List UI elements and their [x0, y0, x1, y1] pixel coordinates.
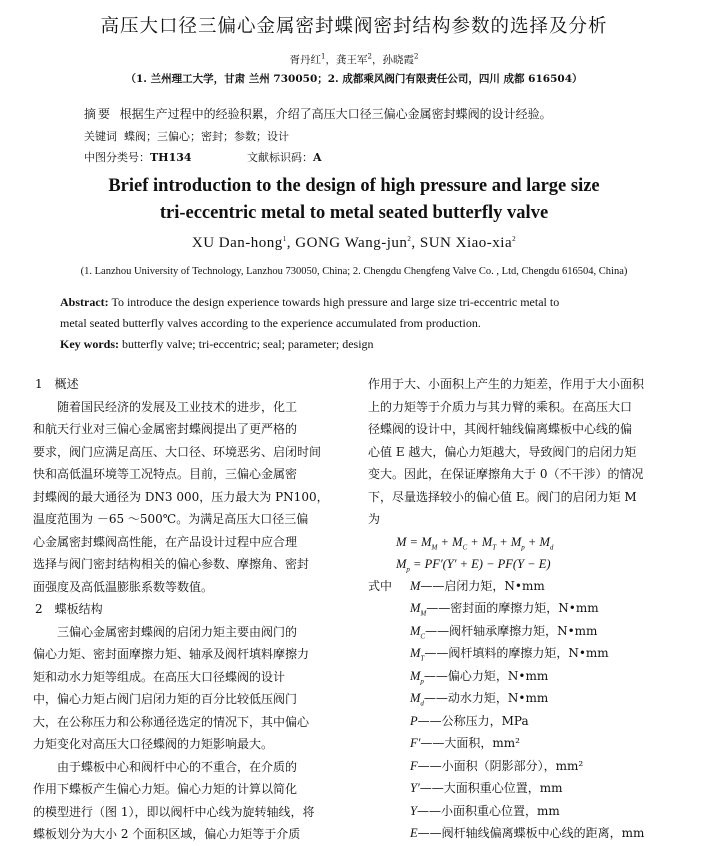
symbol-definition-row	[368, 575, 680, 598]
symbol-description: ——动水力矩，N•mm	[423, 691, 549, 705]
symbol-definition-row	[368, 710, 680, 733]
docid-value: A	[313, 151, 322, 164]
symbol-definition-row	[368, 800, 680, 823]
body-line: 温度范围为 －65 ～500℃。为满足高压大口径三偏	[33, 512, 309, 526]
symbol-definitions	[368, 575, 680, 845]
where-label: 式中	[368, 578, 393, 593]
english-title-line-2: tri-eccentric metal to metal seated butterfly valve	[159, 203, 549, 223]
symbol-definition-row	[368, 642, 680, 665]
symbol: $M_M$	[410, 601, 427, 618]
english-title-line-1: Brief introduction to the design of high pressure and large size	[108, 176, 600, 196]
chinese-affiliation: （1. 兰州理工大学，甘肃 兰州 730050；2. 成都乘风阀门有限责任公司，四川 成都 616504）	[125, 73, 583, 85]
section-1-heading: 1 概述	[35, 377, 79, 391]
en-keywords-text: butterfly valve; tri-eccentric; seal; parameter; design	[122, 337, 374, 351]
symbol-description: ——公称压力，MPa	[417, 713, 529, 728]
equation-1: $M = M_M + M_C + M_T + M_p + M_d$	[396, 534, 554, 551]
body-line: 作用下蝶板产生偏心力矩。偏心力矩的计算以简化	[33, 782, 298, 796]
symbol-description: ——启闭力矩，N•mm	[420, 578, 545, 593]
symbol-description: ——密封面的摩擦力矩，N•mm	[426, 601, 599, 615]
symbol-description: ——大面积重心位置，mm	[419, 781, 563, 795]
symbol-description: ——大面积，mm²	[420, 736, 520, 750]
symbol: Y′	[410, 781, 420, 795]
body-line: 随着国民经济的发展及工业技术的进步，化工	[57, 399, 298, 414]
chinese-abstract	[84, 105, 694, 122]
author-3-affil: 2	[413, 52, 419, 61]
symbol-description: ——阀杆轴承摩擦力矩，N•mm	[425, 623, 598, 638]
symbol: $M_T$	[410, 646, 425, 663]
symbol-definition-row	[368, 665, 680, 688]
symbol-definition-row	[368, 687, 680, 710]
symbol-definition-row	[368, 777, 680, 800]
body-line: 作用于大、小面积上产生的力矩差，作用于大小面积	[368, 377, 645, 391]
english-affiliation: (1. Lanzhou University of Technology, Lanzhou 730050, China; 2. Chengdu Chengfeng Valve Co. , Ltd, Chengdu 616504, China)	[80, 266, 628, 277]
body-line: 选择与阀门密封结构相关的偏心参数、摩擦角、密封	[33, 557, 310, 571]
body-line: 为	[368, 512, 381, 526]
left-column	[33, 373, 345, 846]
symbol-definition-row	[368, 620, 680, 643]
body-line: 下，尽量选择较小的偏心值 E。阀门的启闭力矩 M	[368, 489, 637, 504]
classification-line	[84, 149, 322, 165]
abstract-text: 根据生产过程中的经验积累，介绍了高压大口径三偏心金属密封蝶阀的设计经验。	[119, 107, 552, 121]
en-abstract-label: Abstract:	[60, 295, 109, 309]
symbol: $M_p$	[410, 668, 424, 685]
body-line: 径蝶阀的设计中，其阀杆轴线偏离蝶板中心线的偏	[368, 422, 633, 436]
en-abstract-line-1: To introduce the design experience towards high pressure and large size tri-eccentric metal to	[111, 295, 560, 309]
english-keywords	[60, 334, 660, 355]
symbol-definition-row	[368, 732, 680, 755]
chinese-title: 高压大口径三偏心金属密封蝶阀密封结构参数的选择及分析	[100, 16, 608, 37]
english-abstract	[60, 292, 660, 334]
keywords-label: 关键词	[84, 130, 117, 143]
symbol: F′	[410, 736, 421, 750]
symbol: P	[410, 713, 418, 728]
body-line: 三偏心金属密封蝶阀的启闭力矩主要由阀门的	[57, 624, 298, 639]
body-line: 的模型进行（图 1），即以阀杆中心线为旋转轴线，将	[33, 804, 315, 819]
class-value: TH134	[150, 151, 192, 164]
symbol-definition-row	[368, 597, 680, 620]
english-title	[0, 173, 708, 227]
en-author-1: XU Dan-hong	[191, 235, 283, 251]
symbol-description: ——阀杆填料的摩擦力矩，N•mm	[424, 646, 609, 660]
equation-2: $M_p = PF'(Y' + E) - PF(Y - E)$	[396, 556, 551, 573]
author-1: 胥丹红	[289, 54, 322, 66]
section-2-heading: 2 蝶板结构	[35, 602, 103, 616]
docid-label: 文献标识码：	[247, 151, 314, 164]
body-line: 面强度及高低温膨胀系数等数值。	[33, 579, 214, 594]
author-2: 龚王军	[336, 54, 368, 66]
body-line: 由于蝶板中心和阀杆中心的不重合，在介质的	[57, 759, 298, 774]
chinese-authors: 胥丹红$^1$，龚王军$^2$，孙晓霞$^2$	[289, 52, 419, 66]
body-line: 蝶板划分为大小 2 个面积区域，偏心力矩等于介质	[33, 827, 301, 841]
author-1-affil: 1	[321, 52, 326, 61]
symbol-description: ——小面积（阴影部分），mm²	[417, 758, 584, 773]
body-line: 要求，阀门应满足高压、大口径、环境恶劣、启闭时间	[33, 444, 322, 459]
english-authors: XU Dan-hong$^1$, GONG Wang-jun$^2$, SUN Xiao-xia$^2$	[191, 235, 517, 251]
symbol-definition-row	[368, 822, 680, 845]
en-author-2: GONG Wang-jun	[295, 235, 408, 251]
en-abstract-line-2: metal seated butterfly valves according to the experience accumulated from production.	[60, 316, 481, 330]
right-column	[368, 373, 680, 845]
en-keywords-label: Key words:	[60, 337, 119, 351]
symbol-description: ——小面积重心位置，mm	[416, 803, 560, 818]
body-line: 和航天行业对三偏心金属密封蝶阀提出了更严格的	[33, 422, 298, 436]
body-line: 快和高低温环境等工况特点。目前，三偏心金属密	[33, 467, 298, 481]
author-3: 孙晓霞	[382, 54, 414, 66]
author-2-affil: 2	[367, 52, 372, 61]
body-line: 力矩变化对高压大口径蝶阀的力矩影响最大。	[33, 737, 274, 751]
body-line: 中，偏心力矩占阀门启闭力矩的百分比较低压阀门	[33, 692, 298, 706]
keywords-text: 蝶阀；三偏心；密封；参数；设计	[124, 130, 289, 143]
abstract-label: 摘要	[84, 107, 113, 121]
symbol: $M_C$	[410, 623, 426, 640]
body-line: 心值 E 越大，偏心力矩越大，导致阀门的启闭力矩	[368, 444, 637, 459]
symbol: M	[410, 578, 421, 593]
body-line: 矩和动水力矩等组成。在高压大口径蝶阀的设计	[33, 669, 286, 684]
en-author-3: SUN Xiao-xia	[419, 235, 513, 251]
body-line: 心金属密封蝶阀高性能，在产品设计过程中应合理	[33, 534, 298, 549]
symbol-description: ——阀杆轴线偏离蝶板中心线的距离，mm	[417, 826, 645, 840]
symbol: F	[410, 758, 418, 773]
body-line: 大，在公称压力和公称通径选定的情况下，其中偏心	[33, 714, 310, 729]
symbol: E	[410, 826, 418, 840]
body-line: 封蝶阀的最大通径为 DN3 000，压力最大为 PN100，	[33, 489, 329, 504]
symbol-definition-row	[368, 755, 680, 778]
symbol: Y	[410, 803, 417, 818]
body-line: 偏心力矩、密封面摩擦力矩、轴承及阀杆填料摩擦力	[33, 647, 310, 661]
body-line: 上的力矩等于介质力与其力臂的乘积。在高压大口	[368, 399, 633, 414]
body-line: 变大。因此，在保证摩擦角大于 0（不干涉）的情况	[368, 467, 644, 481]
chinese-keywords	[84, 128, 289, 144]
class-label: 中图分类号：	[84, 151, 150, 164]
symbol: $M_d$	[410, 691, 424, 708]
symbol-description: ——偏心力矩，N•mm	[423, 668, 549, 683]
